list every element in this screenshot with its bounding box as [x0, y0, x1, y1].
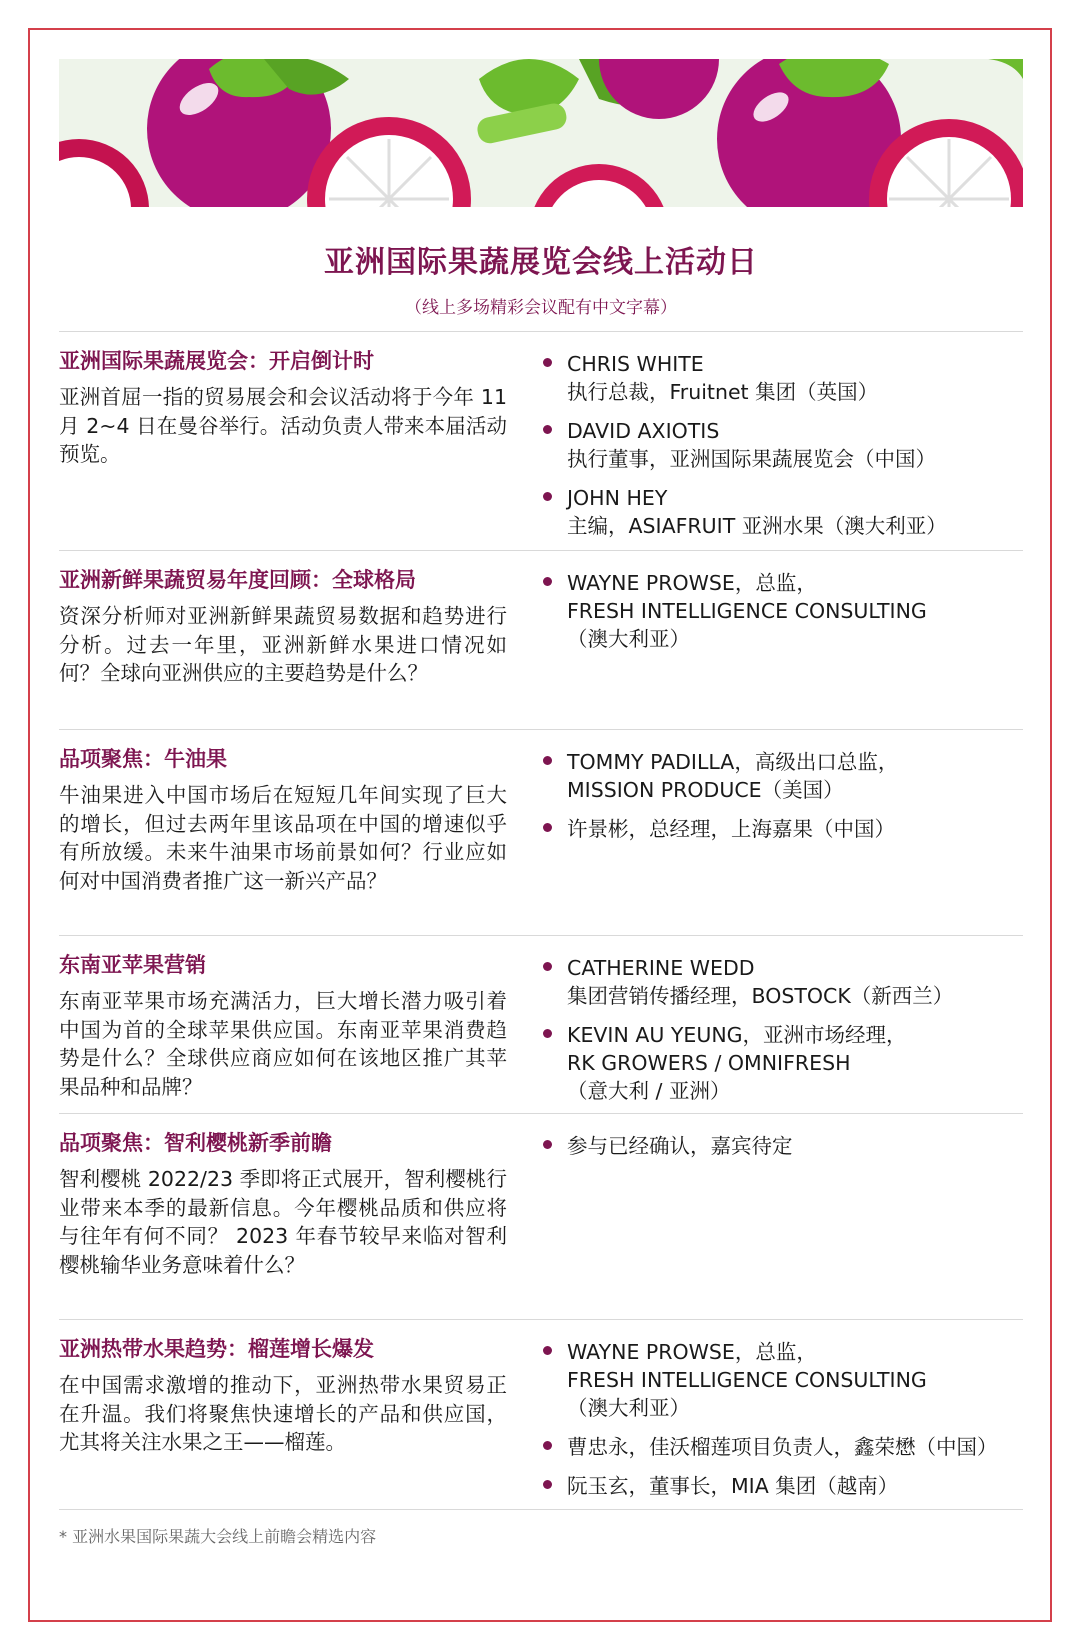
session-row	[59, 936, 1023, 1114]
page-frame	[28, 28, 1052, 1622]
speaker-list	[507, 1320, 1023, 1509]
speaker-line: 集团营销传播经理，BOSTOCK（新西兰）	[567, 984, 954, 1008]
session-info	[59, 730, 507, 935]
speaker-item	[543, 954, 1023, 1010]
bullet-icon	[543, 756, 552, 765]
speaker-item	[543, 1021, 1023, 1105]
session-info	[59, 936, 507, 1113]
session-title: 亚洲热带水果趋势：榴莲增长爆发	[59, 1337, 374, 1361]
bullet-icon	[543, 1140, 552, 1149]
speaker-line: 阮玉玄，董事长，MIA 集团（越南）	[567, 1474, 899, 1498]
bullet-icon	[543, 962, 552, 971]
speaker-line: 参与已经确认，嘉宾待定	[567, 1134, 793, 1158]
speaker-line: 曹忠永，佳沃榴莲项目负责人，鑫荣懋（中国）	[567, 1435, 998, 1459]
mangosteen-illustration-svg	[59, 59, 1023, 207]
speaker-line: （澳大利亚）	[567, 627, 690, 651]
session-row	[59, 551, 1023, 730]
speaker-line: CATHERINE WEDD	[567, 956, 755, 980]
speaker-name: CHRIS WHITE	[567, 352, 704, 376]
session-title: 东南亚苹果营销	[59, 953, 206, 977]
speaker-line: MISSION PRODUCE（美国）	[567, 778, 844, 802]
session-info	[59, 1114, 507, 1319]
content	[59, 59, 1023, 1547]
speaker-role: 执行总裁，Fruitnet 集团（英国）	[567, 380, 879, 404]
bullet-icon	[543, 425, 552, 434]
bullet-icon	[543, 577, 552, 586]
speaker-item	[543, 1338, 1023, 1422]
session-title: 品项聚焦：智利樱桃新季前瞻	[59, 1131, 332, 1155]
session-title: 亚洲国际果蔬展览会：开启倒计时	[59, 349, 374, 373]
session-info	[59, 551, 507, 729]
speaker-list	[507, 551, 1023, 729]
speaker-name: DAVID AXIOTIS	[567, 419, 720, 443]
mangosteen-banner-illustration	[59, 59, 1023, 207]
session-row	[59, 332, 1023, 551]
session-description: 牛油果进入中国市场后在短短几年间实现了巨大的增长，但过去两年里该品项在中国的增速似乎有所放缓。未来牛油果市场前景如何？行业应如何对中国消费者推广这一新兴产品？	[59, 783, 507, 893]
speaker-line: FRESH INTELLIGENCE CONSULTING	[567, 1368, 927, 1392]
speaker-list	[507, 1114, 1023, 1319]
speaker-item	[543, 1472, 1023, 1500]
speaker-item	[543, 815, 1023, 843]
bullet-icon	[543, 1480, 552, 1489]
speaker-role: 执行董事，亚洲国际果蔬展览会（中国）	[567, 447, 936, 471]
page-subtitle: （线上多场精彩会议配有中文字幕）	[405, 298, 677, 318]
speaker-line: 许景彬，总经理，上海嘉果（中国）	[567, 817, 895, 841]
session-title: 品项聚焦：牛油果	[59, 747, 227, 771]
session-info	[59, 332, 507, 550]
session-title: 亚洲新鲜果蔬贸易年度回顾：全球格局	[59, 568, 416, 592]
session-description: 在中国需求激增的推动下，亚洲热带水果贸易正在升温。我们将聚焦快速增长的产品和供应国，尤其将关注水果之王——榴莲。	[59, 1373, 507, 1454]
session-description: 亚洲首屈一指的贸易展会和会议活动将于今年 11 月 2~4 日在曼谷举行。活动负责人带来本届活动预览。	[59, 385, 507, 466]
speaker-item	[543, 569, 1023, 653]
speaker-item	[543, 1433, 1023, 1461]
speaker-line: WAYNE PROWSE，总监，	[567, 1340, 817, 1364]
session-row	[59, 1320, 1023, 1510]
speaker-line: TOMMY PADILLA，高级出口总监，	[567, 750, 899, 774]
speaker-line: KEVIN AU YEUNG，亚洲市场经理，	[567, 1023, 907, 1047]
session-row	[59, 730, 1023, 936]
bullet-icon	[543, 358, 552, 367]
session-description: 资深分析师对亚洲新鲜果蔬贸易数据和趋势进行分析。过去一年里，亚洲新鲜水果进口情况如何？全球向亚洲供应的主要趋势是什么？	[59, 604, 507, 685]
bullet-icon	[543, 492, 552, 501]
session-info	[59, 1320, 507, 1509]
speaker-line: （澳大利亚）	[567, 1396, 690, 1420]
footnote: * 亚洲水果国际果蔬大会线上前瞻会精选内容	[59, 1527, 377, 1546]
speaker-line: WAYNE PROWSE，总监，	[567, 571, 817, 595]
page-title: 亚洲国际果蔬展览会线上活动日	[324, 245, 758, 280]
speaker-role: 主编，ASIAFRUIT 亚洲水果（澳大利亚）	[567, 514, 947, 538]
speaker-list	[507, 730, 1023, 935]
speaker-item	[543, 748, 1023, 804]
speaker-line: FRESH INTELLIGENCE CONSULTING	[567, 599, 927, 623]
session-description: 智利樱桃 2022/23 季即将正式展开，智利樱桃行业带来本季的最新信息。今年樱桃品质和供应将与往年有何不同？ 2023 年春节较早来临对智利樱桃输华业务意味着什么？	[59, 1167, 507, 1277]
session-row	[59, 1114, 1023, 1320]
speaker-item	[543, 1132, 1023, 1160]
speaker-list	[507, 332, 1023, 550]
bullet-icon	[543, 823, 552, 832]
speaker-list	[507, 936, 1023, 1113]
speaker-item	[543, 417, 1023, 473]
session-description: 东南亚苹果市场充满活力，巨大增长潜力吸引着中国为首的全球苹果供应国。东南亚苹果消费趋势是什么？全球供应商应如何在该地区推广其苹果品种和品牌？	[59, 989, 507, 1099]
bullet-icon	[543, 1029, 552, 1038]
speaker-name: JOHN HEY	[567, 486, 668, 510]
speaker-item	[543, 350, 1023, 406]
bullet-icon	[543, 1346, 552, 1355]
bullet-icon	[543, 1441, 552, 1450]
speaker-line: （意大利 / 亚洲）	[567, 1079, 731, 1103]
speaker-item	[543, 484, 1023, 540]
speaker-line: RK GROWERS / OMNIFRESH	[567, 1051, 851, 1075]
